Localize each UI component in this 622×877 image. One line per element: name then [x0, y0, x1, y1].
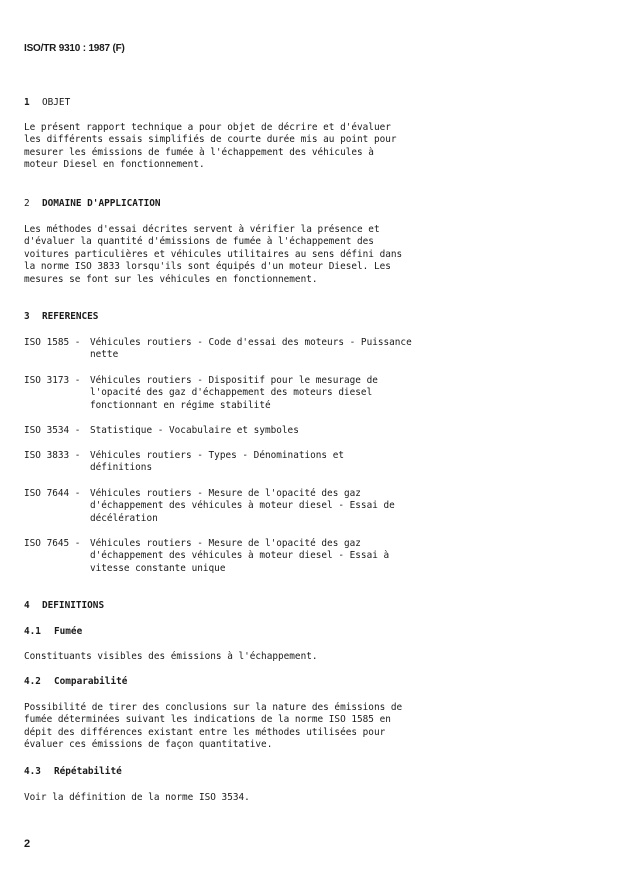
- section-4-title: DEFINITIONS: [42, 600, 105, 611]
- section-2-title: DOMAINE D'APPLICATION: [42, 198, 161, 209]
- section-1-number: 1: [24, 97, 30, 108]
- reference-title: Véhicules routiers - Mesure de l'opacité des gaz d'échappement des véhicules à moteur diesel - Essai de décélération: [90, 488, 395, 524]
- subsection-4-3-heading: [24, 766, 122, 777]
- reference-title: Véhicules routiers - Dispositif pour le mesurage de l'opacité des gaz d'échappement des moteurs diesel fonctionnant en régime stabilité: [90, 375, 378, 411]
- reference-title: Véhicules routiers - Types - Dénominations et définitions: [90, 450, 344, 474]
- subsection-4-1-text: Constituants visibles des émissions à l'échappement.: [24, 651, 318, 662]
- reference-title: Véhicules routiers - Code d'essai des moteurs - Puissance nette: [90, 337, 412, 361]
- subsection-4-3-number: 4.3: [24, 766, 41, 777]
- subsection-4-3-text: Voir la définition de la norme ISO 3534.: [24, 792, 250, 803]
- subsection-4-2-text: Possibilité de tirer des conclusions sur la nature des émissions de fumée déterminées suivant les indications de la norme ISO 1585 en dépit des différences existant entre les méthodes utilisées pour évaluer ces émissions de façon quantitative.: [24, 702, 403, 751]
- subsection-4-1-heading: [24, 626, 82, 637]
- subsection-4-2-heading: [24, 676, 127, 687]
- section-2-text: Les méthodes d'essai décrites servent à vérifier la présence et d'évaluer la quantité d'émissions de fumée à l'échappement des voitures particulières et véhicules utilitaires au sens défini dans la norme ISO 3833 lorsqu'ils sont équipés d'un moteur Diesel. Les mesures se font sur les véhicules en fonctionnement.: [24, 224, 403, 285]
- document-header: ISO/TR 9310 : 1987 (F): [24, 43, 125, 54]
- section-3-number: 3: [24, 311, 30, 322]
- reference-code: ISO 1585 -: [24, 337, 81, 348]
- section-2-heading: [24, 198, 161, 209]
- reference-code: ISO 7645 -: [24, 538, 81, 549]
- reference-title: Statistique - Vocabulaire et symboles: [90, 425, 299, 436]
- page-number: 2: [24, 838, 31, 850]
- reference-code: ISO 3173 -: [24, 375, 81, 386]
- section-1-text: Le présent rapport technique a pour objet de décrire et d'évaluer les différents essais simplifiés de courte durée mis au point pour mesurer les émissions de fumée à l'échappement des véhicules à moteur Diesel en fonctionnement.: [24, 122, 397, 171]
- section-1-heading: [24, 97, 70, 108]
- section-1-title: OBJET: [42, 97, 71, 108]
- subsection-4-3-title: Répétabilité: [54, 766, 122, 777]
- subsection-4-1-title: Fumée: [54, 626, 83, 637]
- section-2-number: 2: [24, 198, 30, 209]
- subsection-4-1-number: 4.1: [24, 626, 41, 637]
- section-3-title: REFERENCES: [42, 311, 99, 322]
- section-4-number: 4: [24, 600, 30, 611]
- reference-code: ISO 3534 -: [24, 425, 81, 436]
- reference-title: Véhicules routiers - Mesure de l'opacité des gaz d'échappement des véhicules à moteur diesel - Essai à vitesse constante unique: [90, 538, 390, 574]
- section-4-heading: [24, 600, 104, 611]
- subsection-4-2-number: 4.2: [24, 676, 41, 687]
- subsection-4-2-title: Comparabilité: [54, 676, 128, 687]
- reference-code: ISO 7644 -: [24, 488, 81, 499]
- reference-code: ISO 3833 -: [24, 450, 81, 461]
- section-3-heading: [24, 311, 98, 322]
